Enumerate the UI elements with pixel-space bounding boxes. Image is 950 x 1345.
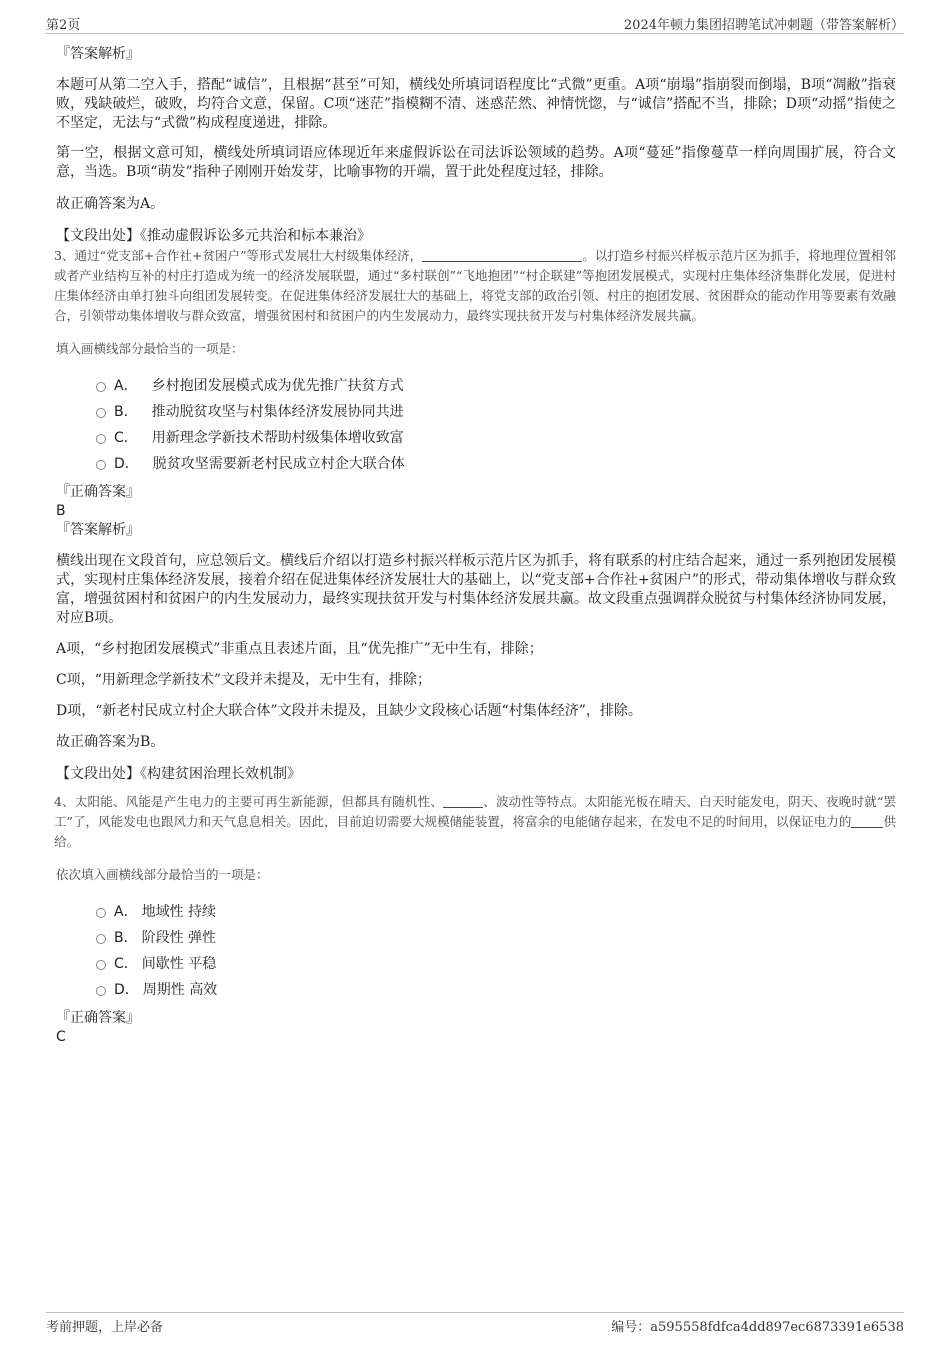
q3-source: 【文段出处】《构建贫困治理长效机制》 xyxy=(56,766,301,782)
radio-icon[interactable] xyxy=(96,960,106,970)
q3-question-text: 3、通过“党支部+合作社+贫困户”等形式发展壮大村级集体经济， 。以打造乡村振兴样板示范片区为抓手，将地理位置相邻或者产业结构互补的村庄打造成为统一的经济发展联盟，通过“多村联创”“飞地抱团”“村企联建”等抱团发展模式，实现村庄集体经济集群化发展，促进村庄集体经济由单打独斗向组团发展转变。在促进集体经济发展壮大的基础上，将党支部的政治引领、村庄的抱团发展、贫困群众的能动作用等要素有效融合，引领带动集体增收与群众致富，增强贫困村和贫困户的内生发展动力，最终实现扶贫开发与村集体经济发展共赢。 xyxy=(54,248,896,323)
page-header xyxy=(46,12,904,34)
radio-icon[interactable] xyxy=(96,408,106,418)
q4-option-b[interactable]: B． 阶段性 弹性 xyxy=(96,924,896,950)
document-serial: 编号：a595558fdfca4dd897ec6873391e6538 xyxy=(611,1320,904,1335)
radio-icon[interactable] xyxy=(96,434,106,444)
q3-analysis-paragraph-1: 横线出现在文段首句，应总领后文。横线后介绍以打造乡村振兴样板示范片区为抓手，将有联系的村庄结合起来，通过一系列抱团发展模式，实现村庄集体经济发展，接着介绍在促进集体经济发展壮大的基础上，以“党支部+合作社+贫困户”的形式，带动集体增收与群众致富，增强贫困村和贫困户的内生发展动力，最终实现扶贫开发与村集体经济发展共赢。故文段重点强调群众脱贫与村集体经济协同发展，对应B项。 xyxy=(56,553,896,626)
q3-prompt: 填入画横线部分最恰当的一项是： xyxy=(56,341,244,356)
q2-analysis-label: 『答案解析』 xyxy=(56,46,140,62)
q2-conclusion: 故正确答案为A。 xyxy=(56,196,165,212)
q4-answer: C xyxy=(56,1029,66,1045)
footer-slogan: 考前押题，上岸必备 xyxy=(46,1320,164,1335)
radio-icon[interactable] xyxy=(96,908,106,918)
q3-options xyxy=(96,372,896,476)
radio-icon[interactable] xyxy=(96,460,106,470)
q3-analysis-option-c: C项，“用新理念学新技术”文段并未提及，无中生有，排除； xyxy=(56,672,432,688)
page-number: 第2页 xyxy=(46,18,81,33)
radio-icon[interactable] xyxy=(96,382,106,392)
q4-option-a[interactable]: A． 地域性 持续 xyxy=(96,898,896,924)
q4-question-text: 4、太阳能、风能是产生电力的主要可再生新能源，但都具有随机性、 、波动性等特点。太阳能光板在晴天、白天时能发电，阴天、夜晚时就“罢工”了，风能发电也跟风力和天气息息相关。因此，目前迫切需要大规模储能装置，将富余的电能储存起来，在发电不足的时间用，以保证电力的 供给。 xyxy=(54,794,896,849)
q3-analysis-option-d: D项，“新老村民成立村企大联合体”文段并未提及，且缺少文段核心话题“村集体经济”，排除。 xyxy=(56,703,642,719)
q2-source: 【文段出处】《推动虚假诉讼多元共治和标本兼治》 xyxy=(56,228,371,244)
q3-answer-label: 『正确答案』 xyxy=(56,484,140,500)
q4-answer-label: 『正确答案』 xyxy=(56,1010,140,1026)
q3-blank xyxy=(422,248,582,262)
page-content xyxy=(56,44,896,1046)
q3-analysis-label: 『答案解析』 xyxy=(56,522,140,538)
radio-icon[interactable] xyxy=(96,986,106,996)
q4-option-d[interactable]: D． 周期性 高效 xyxy=(96,976,896,1002)
radio-icon[interactable] xyxy=(96,934,106,944)
q3-analysis-option-a: A项，“乡村抱团发展模式”非重点且表述片面，且“优先推广”无中生有，排除； xyxy=(56,641,543,657)
q3-option-b[interactable]: B． 推动脱贫攻坚与村集体经济发展协同共进 xyxy=(96,398,896,424)
q3-option-d[interactable]: D． 脱贫攻坚需要新老村民成立村企大联合体 xyxy=(96,450,896,476)
q2-analysis-paragraph-1: 本题可从第二空入手，搭配“诚信”，且根据“甚至”可知，横线处所填词语程度比“式微”更重。A项“崩塌”指崩裂而倒塌，B项“凋敝”指衰败，残缺破烂，破败，均符合文意，保留。C项“迷茫”指模糊不清、迷惑茫然、神情恍惚，与“诚信”搭配不当，排除；D项“动摇”指使之不坚定，无法与“式微”构成程度递进，排除。 xyxy=(56,77,896,131)
q4-blank-1 xyxy=(443,794,483,808)
q3-option-c[interactable]: C． 用新理念学新技术帮助村级集体增收致富 xyxy=(96,424,896,450)
q3-conclusion: 故正确答案为B。 xyxy=(56,734,165,750)
q3-option-a[interactable]: A． 乡村抱团发展模式成为优先推广扶贫方式 xyxy=(96,372,896,398)
q4-prompt: 依次填入画横线部分最恰当的一项是： xyxy=(56,867,269,882)
page-footer xyxy=(46,1312,904,1334)
q2-analysis-paragraph-2: 第一空，根据文意可知，横线处所填词语应体现近年来虚假诉讼在司法诉讼领域的趋势。A项“蔓延”指像蔓草一样向周围扩展，符合文意，当选。B项“萌发”指种子刚刚开始发芽，比喻事物的开端，置于此处程度过轻，排除。 xyxy=(56,145,896,180)
q4-option-c[interactable]: C． 间歇性 平稳 xyxy=(96,950,896,976)
q4-blank-2 xyxy=(851,814,883,828)
q3-answer: B xyxy=(56,503,66,519)
q4-options xyxy=(96,898,896,1002)
document-title: 2024年顿力集团招聘笔试冲刺题（带答案解析） xyxy=(623,18,904,33)
